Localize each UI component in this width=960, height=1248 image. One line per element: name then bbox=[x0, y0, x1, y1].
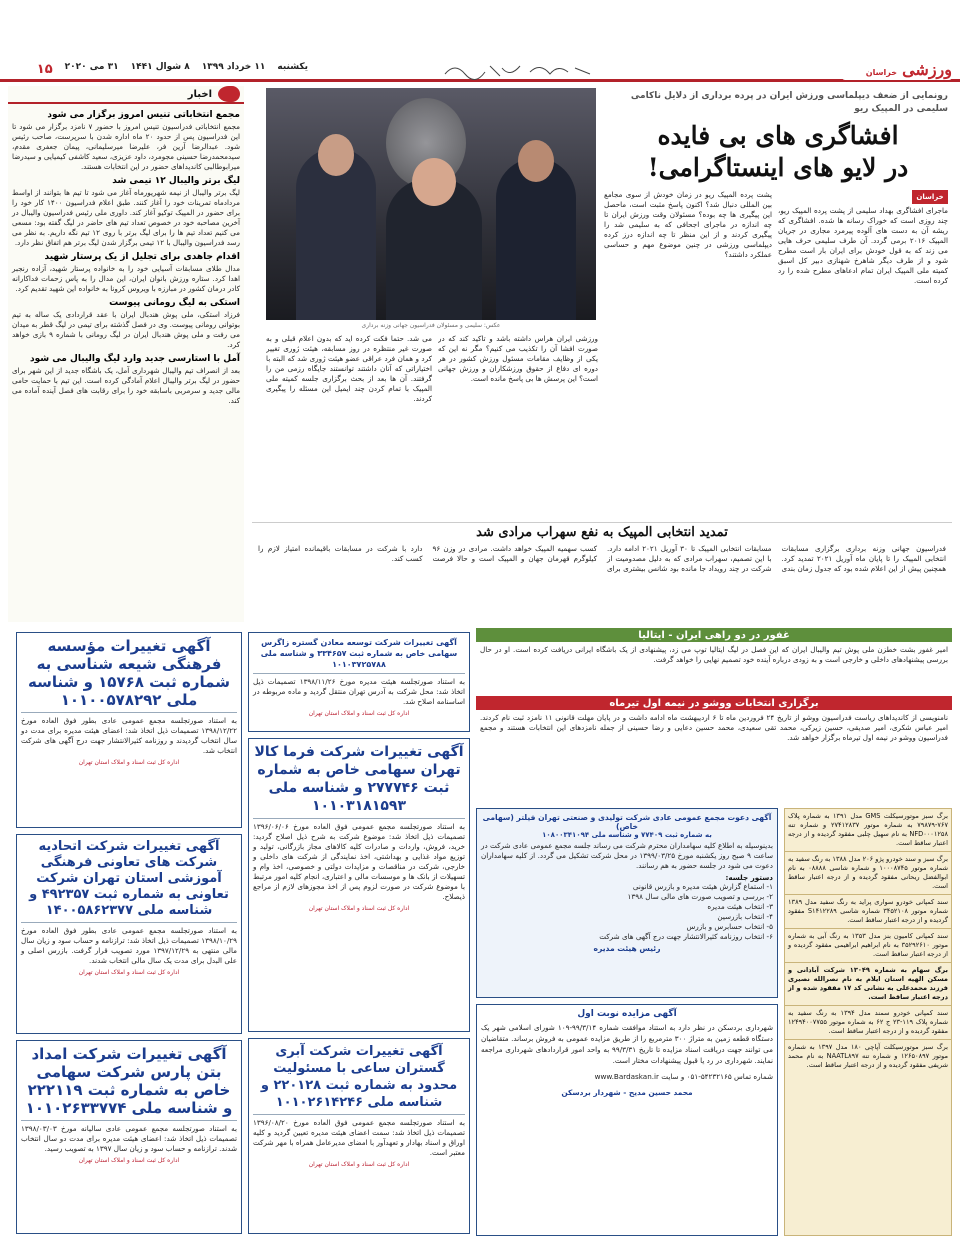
ads-left-column bbox=[16, 632, 242, 1236]
news-item-body: بعد از انصراف تیم والیبال شهرداری آمل، یک باشگاه جدید از این شهر برای حضور در لیگ برتر والیبال اعلام آمادگی کرده است. این تیم با حمایت حامی مالی جدید و سرمربی باسابقه خود را برای رقابت های فصل آینده آماده می کند. bbox=[12, 366, 240, 405]
ad-title: آگهی تغییرات شرکت اتحادیه شرکت های تعاونی فرهنگی آموزشی استان تهران شرکت تعاونی به شماره ثبت ۴۹۲۳۵۷ و شناسه ملی ۱۴۰۰۵۸۶۲۳۷۷ bbox=[29, 839, 229, 918]
date-jalali: ۱۱ خرداد ۱۳۹۹ bbox=[201, 62, 266, 72]
story-column-4: می شد. حتما فکت کرده اید که بدون اعلام قبلی و به صورت غیر منتظره در روز مسابقه، هیئت ژوری تغییر کرد و همان فرد عراقی عضو هیئت ژوری شد که البته با اختیاراتی که آنان داشتند توانستند جایگاه رزمی من را گرفتند. آن ها بعد از بحث برگزاری جلسه کمیته ملی المپیک با تمام کردن چند ایمیل این مسئله را پیگیری کردند. bbox=[266, 334, 432, 403]
invitation-ad bbox=[476, 808, 778, 998]
agenda-item: ۳- انتخاب هیئت مدیره bbox=[707, 902, 773, 911]
news-icon bbox=[218, 86, 240, 102]
agenda-item: ۵- انتخاب حسابرس و بازرس bbox=[686, 922, 773, 931]
ad-title: آگهی تغییرات شرکت آبری گستران ساعی با مسئولیت محدود به شماره ثبت ۲۲۰۱۲۸ و شناسه ملی ۱۰۱۰۲۶۱۴۲۴۶ bbox=[260, 1044, 458, 1110]
sub-body: فدراسیون جهانی وزنه برداری برگزاری مسابقات انتخابی المپیک را تا پایان ماه آوریل ۲۰۲۱ تمدید کرد. همچنین پیش از این اعلام شده بود که جدول زمان بندی مسابقات انتخابی المپیک تا ۳۰ آوریل ۲۰۲۱ ادامه دارد. با این تصمیم، سهراب مرادی که به دلیل مصدومیت از شرکت در چند رویداد جا مانده بود شانس بیشتری برای کسب سهمیه المپیک خواهد داشت. مرادی در وزن ۹۶ کیلوگرم قهرمان جهان و المپیک است و حالا فرصت دارد با شرکت در مسابقات باقیمانده امتیاز لازم را کسب کند. bbox=[258, 544, 946, 573]
photo-person-right bbox=[496, 158, 576, 320]
loss-notice: سند کمپانی کامیون بنز مدل ۱۳۵۳ به رنگ آبی به شماره موتور ۳۵۲۹۲۶۱۰ به نام ابراهیم ابراهیمی مفقود گردیده و از درجه اعتبار ساقط است. bbox=[785, 929, 951, 963]
main-headline bbox=[608, 120, 948, 184]
agenda-item: ۶- انتخاب روزنامه کثیرالانتشار جهت درج آگهی های شرکت bbox=[599, 932, 773, 941]
ad-divider bbox=[21, 712, 237, 713]
tender-contact: شماره تماس ۵۴۲۳۲۱۶۵-۰۵۱ و سایت www.Bardaskan.ir bbox=[594, 1072, 773, 1081]
news-item-title: لیگ برتر والیبال ۱۲ تیمی شد bbox=[112, 176, 240, 186]
ad-body: به استناد صورتجلسه مجمع عمومی فوق العاده مورخ ۱۳۹۶/۰۸/۲۰ تصمیمات ذیل اتخاذ شد: سمت اعضای هیئت مدیره تعیین گردید و کلیه اوراق و اسناد بهادار و تعهدآور با امضای مدیرعامل همراه با مهر شرکت معتبر است. bbox=[253, 1118, 465, 1157]
notice-title-bar bbox=[476, 696, 952, 710]
page-number: ۱۵ bbox=[36, 62, 53, 77]
ad-title: آگهی تغییرات شرکت فرما کالا تهران سهامی خاص به شماره ثبت ۲۷۷۷۴۶ و شناسه ملی ۱۰۱۰۳۱۸۱۵۹۳ bbox=[254, 744, 464, 814]
news-item-body: مجمع انتخاباتی فدراسیون تنیس امروز با حضور ۷ نامزد برگزار می شود تا این فدراسیون پس از حدود ۲۰ ماه اداره شدن با سرپرست، صاحب رئیس شود. عبدالرضا آرین فر، علیرضا میرسلیمانی، پیمان جعفری مقدم، سیدمحمدرضا حسینی مجومرد، داود عزیزی، سعید کاشفی کیمیایی و سیدرضا میرابوطالبی کاندیداهای حضور در این انتخابات هستند. bbox=[12, 122, 240, 171]
story-column-1: ماجرای افشاگری بهداد سلیمی از پشت پرده المپیک ریو، چند روزی است که خوراک رسانه ها شده. افشاگری که ریشه آن به دست های آلوده پیرمرد مجاری در جریان المپیک ۲۰۱۶ برمی گردد. آن طرف سلیمی حرف هایی می زند که به قول خودش برای ایران بار است مطرح شود و از طرف دیگر شاهرخ شهنازی دبیر کل اسبق کمیته ملی المپیک ایران تمام ادعاهای مطرح شده را رد کرده است. bbox=[778, 206, 948, 285]
main-kicker: رونمایی از ضعف دیپلماسی ورزش ایران در پرده برداری از دلایل ناکامی سلیمی در المپیک ریو bbox=[630, 91, 948, 114]
notice-title-bar bbox=[476, 628, 952, 642]
ad-footer: اداره کل ثبت اسناد و املاک استان تهران bbox=[308, 710, 410, 717]
agenda-item: ۲- بررسی و تصویب صورت های مالی سال ۱۳۹۸ bbox=[627, 892, 773, 901]
tender-sign: محمد حسین مدیح - شهردار بردسکن bbox=[561, 1088, 693, 1097]
news-item-body: لیگ برتر والیبال از نیمه شهریورماه آغاز می شود تا تیم ها بتوانند از اواسط مردادماه تمرینات خود را آغاز کنند. طبق اعلام فدراسیون ۱۴۰۰ کار خود را برای حضور در المپیک توکیو آغاز کند. داوری ملی رئیس فدراسیون والیبال در آخرین مصاحبه خود در خصوص تعداد تیم های حاضر در لیگ گفته بود: مسعی می کنیم تعداد تیم ها را برای لیگ برتر با روی ۱۲ تیم نگه داریم. به نظر می رسد فدراسیون والیبال با ۱۲ تیمی برگزار شدن لیگ برتر هم اتفاق نظر دارد. bbox=[12, 188, 240, 247]
tender-body: شهرداری بردسکن در نظر دارد به استناد موافقت شماره ۹۹/۳/۱۴-۱۰۹ شورای اسلامی شهر یک دستگاه قطعه زمین به متراژ ۳۰۰ مترمربع را از طریق مزایده عمومی به فروش برساند. متقاضیان می توانند جهت دریافت اسناد مزایده تا تاریخ ۹۹/۳/۳۱ به واحد امور قراردادهای شهرداری مراجعه نمایند. شهرداری در رد یا قبول پیشنهادات مختار است. bbox=[481, 1023, 773, 1065]
loss-notice: سند کمپانی خودرو سواری پراید به رنگ سفید مدل ۱۳۸۹ شماره موتور ۳۴۵۲۱۰۸ شماره شاسی S۱۴۱۲۲۸۹ مفقود گردیده و از درجه اعتبار ساقط است. bbox=[785, 895, 951, 929]
story-column-3: ورزشی ایران هراس داشته باشد و تاکید کند که در صورت افشا آن را تکذیب می کنیم؟ مگر نه این که یکی از وظایف مقامات مسئول ورزش کشور در هر دوره ای دفاع از حقوق ورزشکاران و ورزش جهانی است؟ این پرسش ها بی پاسخ مانده است. bbox=[438, 334, 598, 383]
ads-middle-column bbox=[248, 632, 470, 1236]
news-item bbox=[12, 110, 240, 172]
news-item bbox=[12, 252, 240, 294]
date-hijri: ۸ شوال ۱۴۴۱ bbox=[130, 62, 190, 72]
sub-headline: تمدید انتخابی المپیک به نفع سهراب مرادی شد bbox=[476, 525, 728, 540]
ad-title: آگهی تغییرات شرکت توسعه معادن گستره زاگرس سهامی خاص به شماره ثبت ۳۳۴۶۵۷ و شناسه ملی ۱۰۱۰۳۷۲۵۷۸۸ bbox=[260, 638, 458, 669]
ad-divider bbox=[253, 1114, 465, 1115]
news-item bbox=[12, 176, 240, 248]
ad-divider bbox=[253, 818, 465, 819]
main-story bbox=[252, 86, 952, 520]
loss-notice: برگ سبز و سند خودرو پژو ۲۰۶ مدل ۱۳۸۸ به رنگ سفید به شماره موتور ۱۰۰۰۸۷۴۵ و شماره شاسی ۰۸۸۸۸ به نام ابوالفضل ریحانی مفقود گردیده و از درجه اعتبار ساقط است. bbox=[785, 852, 951, 895]
news-item-title: آمل با استارسی جدید وارد لیگ والیبال می شود bbox=[29, 354, 240, 364]
ad-box bbox=[16, 1040, 242, 1234]
ad-box bbox=[248, 1038, 470, 1234]
news-item-body: فرزاد استکی، ملی پوش هندبال ایران با عقد قراردادی یک ساله به تیم بوتوانی رومانی پیوست. وی در فصل گذشته برای تیمی در لیگ قطر به میدان می رفت و ملی پوش هندبال ایران در لیگ رومانی با شماره ۹ بازی خواهد کرد. bbox=[12, 310, 240, 349]
ad-box bbox=[248, 738, 470, 1032]
ad-divider bbox=[253, 673, 465, 674]
headline-line-1: افشاگری های بی فایده bbox=[657, 121, 899, 150]
signature-strokes bbox=[440, 60, 600, 80]
invitation-subtitle: به شماره ثبت ۷۷۴۰۹ و شناسه ملی ۱۰۸۰۰۳۴۱۰۹۴ bbox=[542, 831, 712, 839]
invitation-title: آگهی دعوت مجمع عمومی عادی شرکت تولیدی و صنعتی تهران فیلتر (سهامی خاص) bbox=[482, 813, 772, 831]
photo-caption: عکس: سلیمی و مسئولان فدراسیون جهانی وزنه برداری bbox=[361, 322, 501, 329]
notice-title: برگزاری انتخابات ووشو در نیمه اول تیرماه bbox=[609, 697, 819, 709]
ad-body: به استناد صورتجلسه مجمع عمومی عادی بطور فوق العاده مورخ ۱۳۹۸/۱۲/۲۲ تصمیمات ذیل اتخاذ شد: اعضای هیئت مدیره برای مدت دو سال انتخاب گردیدند و روزنامه کثیرالانتشار جهت درج آگهی های شرکت انتخاب شد. bbox=[21, 716, 237, 755]
ad-body: به استناد صورتجلسه مجمع عمومی عادی بطور فوق العاده مورخ ۱۳۹۸/۱۰/۲۹ تصمیمات ذیل اتخاذ شد: ترازنامه و حساب سود و زیان سال مالی منتهی به ۱۳۹۷/۱۲/۲۹ مورد تصویب قرار گرفت. بازرس اصلی و علی البدل برای مدت یک سال مالی انتخاب شدند. bbox=[21, 926, 237, 965]
news-item-body: مدال طلای مسابقات آسیایی خود را به خانواده پرستار شهید، آزاده رنجبر اهدا کرد. ستاره ورزش بانوان ایران، این مدال را به پاس زحمات فداکارانه کادر درمان کشور در مبارزه با ویروس کرونا به خانواده این شهید تقدیم کرد. bbox=[12, 264, 240, 293]
loss-notice: برگ سبز موتورسیکلت آپاچی ۱۸۰ مدل ۱۳۹۷ به شماره موتور ۱۲۶۵۰۸۹۷ و شماره تنه NAATL۸۹۷ به نام محمد شریفی مفقود گردیده و از درجه اعتبار ساقط است. bbox=[788, 1043, 948, 1069]
date-gregorian: ۳۱ می ۲۰۲۰ bbox=[64, 62, 119, 72]
loss-notice: سند کمپانی خودرو سمند مدل ۱۳۹۴ به رنگ سفید به شماره پلاک ۱۱۹-۲۳ ج ۶۲ به شماره موتور ۱۲۴۹۴۰۰۷۷۵۵ مفقود گردیده و از درجه اعتبار ساقط است. bbox=[785, 1006, 951, 1040]
news-label: اخبار bbox=[187, 88, 212, 100]
right-notices bbox=[476, 628, 952, 804]
ad-footer: اداره کل ثبت اسناد و املاک استان تهران bbox=[78, 759, 180, 766]
photo-person-right-head bbox=[518, 140, 554, 182]
notice-body: امیر غفور بشت خطزن ملی پوش تیم والیبال ایران که این فصل در لیگ ایتالیا توپ می زد، پیشنهادی از یک باشگاه ایرانی دریافت کرده است. او در حال بررسی پیشنهادهای داخلی و خارجی است و به زودی درباره آینده خود تصمیم نهایی را خواهد گرفت. bbox=[480, 645, 948, 664]
ad-box bbox=[16, 834, 242, 1034]
agenda-item: ۴- انتخاب بازرسین bbox=[717, 912, 773, 921]
ad-box bbox=[248, 632, 470, 732]
sub-story bbox=[252, 522, 952, 618]
header-bar bbox=[0, 58, 960, 82]
logo-small: خراسان bbox=[865, 68, 897, 77]
ad-divider bbox=[21, 1120, 237, 1121]
ad-title: آگهی تغییرات شرکت امداد بتن پارس شرکت سهامی خاص به شماره ثبت ۲۲۲۱۱۹ و شناسه ملی ۱۰۱۰۲۶۳۳۷۷۴ bbox=[25, 1045, 233, 1117]
ad-title: آگهی تغییرات مؤسسه فرهنگی شیعه شناسی به شماره ثبت ۱۵۷۶۸ و شناسه ملی ۱۰۱۰۰۵۷۸۲۹۲ bbox=[28, 637, 230, 709]
story-column-2: پشت پرده المپیک ریو در زمان خودش از سوی مجامع بین المللی دنبال شد؟ اکنون پاسخ مثبت است، ماحصل این پیگیری ها چه بوده؟ مسئولان وقت ورزش ایران تا چه اندازه در ماجرای اجحافی که به سلیمی شد را پیگیری کردند و از این منظر تا چه اندازه درز کرده دیپلماسی ورزشی در چنین موضوع مهم و حساسی عملکرد داشتند؟ bbox=[604, 190, 772, 259]
loss-notice: برگ سبز موتورسیکلت GMS مدل ۱۳۹۱ به شماره پلاک ۷۶۷-۷۹۸۷۹ به شماره موتور ۲۷۴۱۲۸۳۷ و شماره تنه NFD۰۰۰۱۲۵۸ به نام سهیل چلبی مفقود گردیده و از درجه اعتبار ساقط است. bbox=[785, 809, 951, 852]
main-photo bbox=[266, 88, 596, 320]
ad-divider bbox=[21, 922, 237, 923]
news-item-title: مجمع انتخاباتی تنیس امروز برگزار می شود bbox=[47, 110, 240, 120]
news-list bbox=[8, 104, 244, 408]
logo-big: ورزشی bbox=[902, 60, 952, 79]
headline-line-2: در لایو های اینستاگرامی! bbox=[647, 153, 909, 182]
weekday: یکشنبه bbox=[277, 62, 308, 72]
notice-body: نامنویسی از کاندیداهای ریاست فدراسیون ووشو از تاریخ ۲۴ فروردین ماه تا ۶ اردیبهشت ماه ادامه داشت و در پایان مهلت قانونی ۱۱ نامزد ثبت نام کردند. امیر عباس شکری، امیر صدیقی، حسین زیرکی، محمد تقی سعیدی، محمد حسین دعایی و رضا حسینی از جمله نامزدهای این انتخابات هستند و مجمع فدراسیون ووشو در نیمه اول تیرماه برگزار خواهد شد. bbox=[480, 713, 948, 742]
ad-footer: اداره کل ثبت اسناد و املاک استان تهران bbox=[308, 1161, 410, 1168]
ad-box bbox=[16, 632, 242, 828]
agenda-item: ۱- استماع گزارش هیئت مدیره و بازرس قانونی bbox=[632, 882, 773, 891]
tender-title: آگهی مزایده نوبت اول bbox=[577, 1009, 677, 1019]
tender-ad bbox=[476, 1004, 778, 1236]
news-item-title: اقدام جاهدی برای تجلیل از یک پرستار شهید bbox=[44, 252, 240, 262]
ad-body: به استناد صورتجلسه هیئت مدیره مورخ ۱۳۹۸/۱۱/۲۶ تصمیمات ذیل اتخاذ شد: محل شرکت به آدرس تهران منتقل گردید و ماده مربوطه در اساسنامه اصلاح شد. bbox=[253, 677, 465, 706]
story-badge: خراسان bbox=[912, 190, 948, 204]
loss-notice: برگ سهام به شماره ۱۳۰۴۹ شرکت آبادانی و مسکن الهیه استان ایلام به نام نصرالله نصیری فرزند محمدعلی به نشانی کد ۱۷ مفقود شده و از درجه اعتبار ساقط است. bbox=[785, 963, 951, 1006]
news-item bbox=[12, 298, 240, 350]
photo-person-left-head bbox=[318, 134, 354, 176]
header-dates bbox=[8, 62, 308, 80]
news-label-bar bbox=[8, 86, 244, 104]
news-item bbox=[12, 354, 240, 406]
invitation-body: بدینوسیله به اطلاع کلیه سهامداران محترم شرکت می رساند جلسه مجمع عمومی عادی شرکت در ساعت ۹ صبح روز یکشنبه مورخ ۱۳۹۹/۰۳/۲۵ در محل شرکت تشکیل می گردد. از کلیه سهامداران دعوت می شود در جلسه حضور به هم رسانند. bbox=[481, 841, 773, 870]
news-item-title: استکی به لیگ رومانی پیوست bbox=[109, 298, 240, 308]
notice-title: غفور در دو راهی ایران - ایتالیا bbox=[638, 629, 790, 641]
ad-footer: اداره کل ثبت اسناد و املاک استان تهران bbox=[78, 1157, 180, 1164]
invitation-sign: رئیس هیئت مدیره bbox=[593, 944, 661, 953]
loss-notices bbox=[784, 808, 952, 1236]
logo bbox=[842, 60, 952, 80]
photo-person-mid-head bbox=[412, 158, 456, 206]
agenda-title: دستور جلسه: bbox=[725, 873, 773, 882]
ad-body: به استناد صورتجلسه مجمع عمومی عادی سالیانه مورخ ۱۳۹۸/۰۳/۰۳ تصمیمات ذیل اتخاذ شد: اعضای هیئت مدیره برای مدت دو سال انتخاب شدند. ترازنامه و حساب سود و زیان سال ۱۳۹۷ به تصویب رسید. bbox=[21, 1124, 237, 1153]
ad-footer: اداره کل ثبت اسناد و املاک استان تهران bbox=[308, 905, 410, 912]
ad-body: به استناد صورتجلسه مجمع عمومی فوق العاده مورخ ۱۳۹۶/۰۶/۰۶ تصمیمات ذیل اتخاذ شد: موضوع شرکت به شرح ذیل اصلاح گردید: خرید، فروش، واردات و صادرات کلیه کالاهای مجاز بازرگانی، تولید و توزیع مواد غذایی و بهداشتی، اخذ نمایندگی از شرکت های داخلی و خارجی، شرکت در مناقصات و مزایدات دولتی و خصوصی، اخذ وام و تسهیلات از بانک ها و موسسات مالی و اعتباری، انجام کلیه امور مرتبط با موضوع شرکت در صورت لزوم پس از اخذ مجوزهای لازم از مراجع ذیصلاح. bbox=[253, 822, 465, 901]
signatures-strip bbox=[440, 60, 600, 80]
news-sidebar bbox=[8, 86, 244, 622]
ad-footer: اداره کل ثبت اسناد و املاک استان تهران bbox=[78, 969, 180, 976]
